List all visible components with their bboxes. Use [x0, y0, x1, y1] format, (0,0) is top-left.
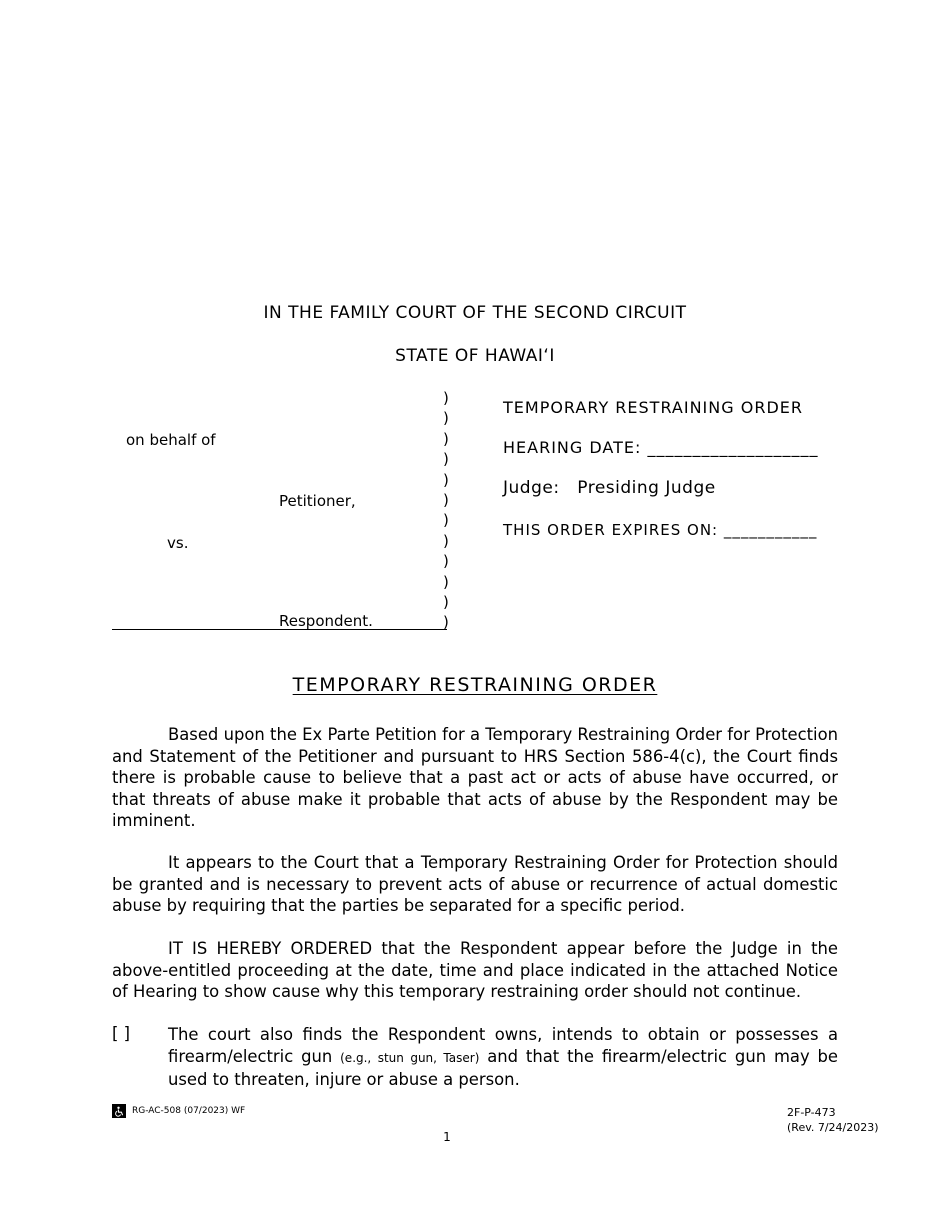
petitioner-label: Petitioner,: [279, 492, 356, 510]
page-number: 1: [443, 1130, 451, 1144]
paren: ): [443, 409, 449, 428]
paren: ): [443, 429, 449, 448]
ordered-rest: that the Respondent appear before the Judge in the above-entitled proceeding at the date, time and place indicated in the attached Notice of Hearing to show cause why this temporary restraining order should not continue.: [112, 939, 838, 1001]
accessibility-icon: [112, 1104, 126, 1118]
paren: ): [443, 593, 449, 612]
form-id-text: RG-AC-508 (07/2023) WF: [132, 1106, 246, 1116]
paren: ): [443, 491, 449, 510]
paren: ): [443, 470, 449, 489]
firearm-text-example: (e.g., stun gun, Taser): [340, 1050, 480, 1065]
caption-parentheses: [443, 388, 455, 633]
respondent-label: Respondent.: [279, 612, 373, 630]
form-revision: (Rev. 7/24/2023): [787, 1121, 879, 1134]
firearm-text-1: The court also finds the Respondent owns, intends to obtain or possesses a firearm/electric gun: [168, 1025, 838, 1066]
firearm-text-2: and that the firearm/electric gun may be used to threaten, injure or abuse a person.: [168, 1046, 838, 1089]
document-title-text: TEMPORARY RESTRAINING ORDER: [292, 674, 658, 696]
respondent-underline: [112, 629, 447, 630]
paren: ): [443, 531, 449, 550]
judge-value: Presiding Judge: [577, 478, 716, 498]
judge-label: Judge:: [503, 478, 560, 498]
ordered-lead: IT IS HEREBY ORDERED: [168, 939, 373, 958]
vs-label: vs.: [167, 534, 189, 552]
paragraph-ordered: [112, 938, 838, 1003]
firearm-finding: [168, 1024, 838, 1091]
court-name: IN THE FAMILY COURT OF THE SECOND CIRCUIT: [263, 303, 687, 323]
footer-form-id: [112, 1104, 245, 1118]
paragraph-findings: Based upon the Ex Parte Petition for a Temporary Restraining Order for Protection and Statement of the Petitioner and pursuant to HRS Section 586-4(c), the Court finds there is probable cause to believe that a past act or acts of abuse have occurred, or that threats of abuse make it probable that acts of abuse by the Respondent may be imminent.: [112, 725, 838, 830]
expiration-line: THIS ORDER EXPIRES ON: ___________: [503, 521, 818, 539]
paren: ): [443, 572, 449, 591]
hearing-date: HEARING DATE: ___________________: [503, 438, 819, 457]
paren: ): [443, 389, 449, 407]
state-name: STATE OF HAWAIʻI: [395, 346, 555, 366]
form-number: 2F-P-473: [787, 1106, 836, 1119]
order-type: TEMPORARY RESTRAINING ORDER: [503, 398, 803, 417]
firearm-checkbox[interactable]: [ ]: [112, 1024, 130, 1043]
on-behalf-of-label: on behalf of: [126, 431, 216, 449]
paren: ): [443, 450, 449, 469]
document-title: [0, 674, 950, 696]
judge-line: [503, 478, 716, 498]
paren: ): [443, 552, 449, 571]
paren: ): [443, 511, 449, 530]
paren: ): [443, 613, 449, 632]
paragraph-appears: It appears to the Court that a Temporary Restraining Order for Protection should be granted and is necessary to prevent acts of abuse or recurrence of actual domestic abuse by requiring that the parties be separated for a specific period.: [112, 853, 838, 915]
